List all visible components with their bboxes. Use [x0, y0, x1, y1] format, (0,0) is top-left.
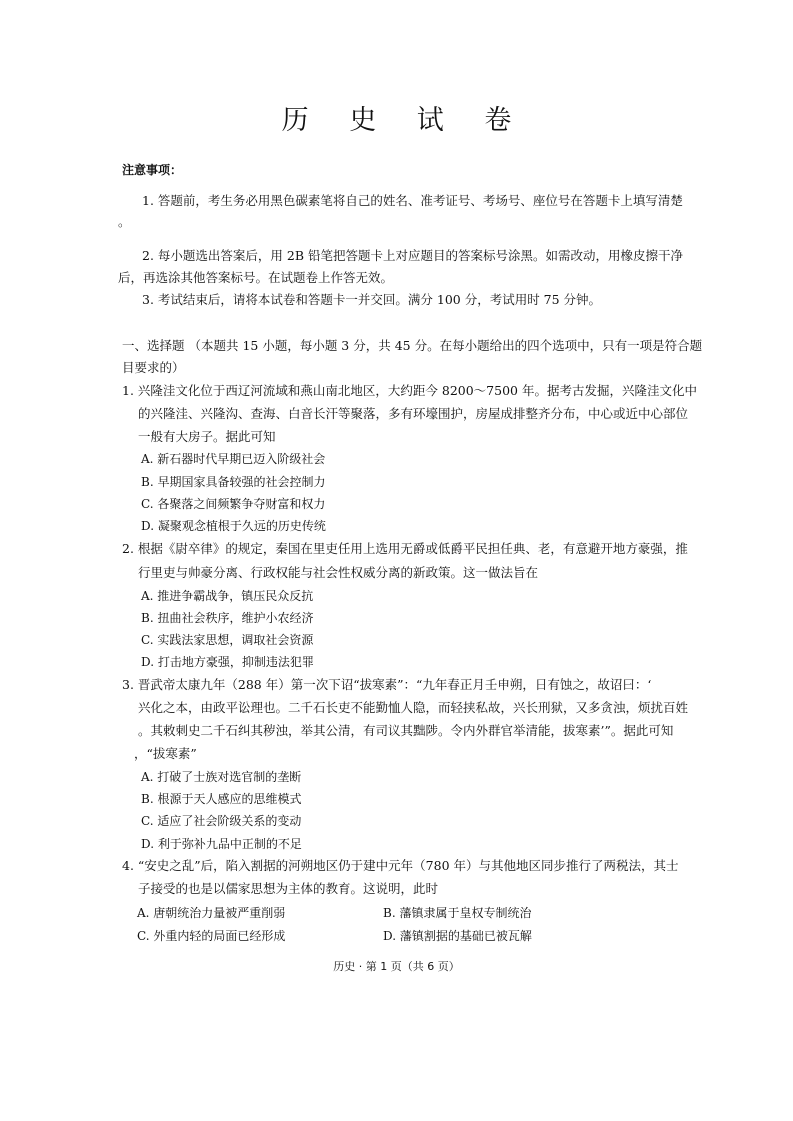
question-1-line: 1. 兴隆洼文化位于西辽河流域和燕山南北地区，大约距今 8200～7500 年。据考古发掘，兴隆洼文化中 [122, 383, 697, 398]
question-3-line: 。其敕刺史二千石纠其秽浊，举其公清，有司议其黜陟。令内外群官举清能，拔寒素’”。据此可知 [138, 723, 674, 738]
question-1-option-a: A. 新石器时代早期已迈入阶级社会 [141, 452, 326, 466]
question-2-option-d: D. 打击地方豪强，抑制违法犯罪 [141, 655, 314, 669]
question-2-line: 2. 根据《尉卒律》的规定，秦国在里吏任用上选用无爵或低爵平民担任典、老，有意避开地方豪强，推 [122, 541, 688, 556]
question-2-option-a: A. 推进争霸战争，镇压民众反抗 [141, 589, 314, 603]
question-1-line: 一般有大房子。据此可知 [138, 429, 276, 444]
question-2-line: 行里吏与帅豪分离、行政权能与社会性权威分离的新政策。这一做法旨在 [138, 565, 539, 580]
notice-heading: 注意事项： [122, 163, 183, 177]
question-4-option-b: B. 藩镇隶属于皇权专制统治 [383, 906, 532, 920]
question-3-option-b: B. 根源于天人感应的思维模式 [141, 792, 302, 806]
question-3-option-c: C. 适应了社会阶级关系的变动 [141, 814, 302, 828]
question-4-option-c: C. 外重内轻的局面已经形成 [137, 929, 286, 943]
notice-item-2-cont: 后，再选涂其他答案标号。在试题卷上作答无效。 [118, 270, 394, 285]
question-3-option-a: A. 打破了士族对选官制的垄断 [141, 770, 302, 784]
section-heading: 一、选择题 （本题共 15 小题，每小题 3 分，共 45 分。在每小题给出的四个选项中，只有一项是符合题 [122, 338, 703, 353]
question-4-line: 4. “安史之乱”后，陷入割据的河朔地区仍于建中元年（780 年）与其他地区同步推行了两税法，其士 [122, 858, 679, 873]
notice-item-1: 1. 答题前，考生务必用黑色碳素笔将自己的姓名、准考证号、考场号、座位号在答题卡上填写清楚 [142, 193, 683, 208]
page-title: 历 史 试 卷 [281, 105, 528, 136]
question-4-option-a: A. 唐朝统治力量被严重削弱 [137, 906, 286, 920]
notice-item-3: 3. 考试结束后，请将本试卷和答题卡一并交回。满分 100 分，考试用时 75 分钟。 [142, 292, 602, 307]
question-2-option-b: B. 扭曲社会秩序，维护小农经济 [141, 611, 314, 625]
notice-item-1-cont: 。 [118, 214, 131, 229]
question-3-line: 兴化之本，由政平讼理也。二千石长吏不能勤恤人隐，而轻挟私故，兴长刑狱，又多贪浊，烦扰百姓 [138, 700, 689, 715]
question-1-line: 的兴隆洼、兴隆沟、查海、白音长汗等聚落，多有环壕围护，房屋成排整齐分布，中心或近中心部位 [138, 406, 689, 421]
question-1-option-d: D. 凝聚观念植根于久远的历史传统 [141, 519, 326, 533]
question-3-line: ，“拔寒素” [134, 746, 197, 761]
question-4-line: 子接受的也是以儒家思想为主体的教育。这说明，此时 [138, 881, 439, 896]
question-4-option-d: D. 藩镇割据的基础已被瓦解 [383, 929, 532, 943]
notice-item-2: 2. 每小题选出答案后，用 2B 铅笔把答题卡上对应题目的答案标号涂黑。如需改动，用橡皮擦干净 [142, 248, 683, 263]
page-footer: 历史 · 第 1 页（共 6 页） [333, 960, 460, 973]
question-3-line: 3. 晋武帝太康九年（288 年）第一次下诏“拔寒素”：“九年春正月壬申朔，日有蚀之，故诏曰：‘ [122, 677, 652, 692]
question-1-option-c: C. 各聚落之间频繁争夺财富和权力 [141, 497, 326, 511]
question-2-option-c: C. 实践法家思想，调取社会资源 [141, 633, 314, 647]
section-heading-cont: 目要求的） [122, 360, 185, 375]
question-3-option-d: D. 利于弥补九品中正制的不足 [141, 837, 302, 851]
question-1-option-b: B. 早期国家具备较强的社会控制力 [141, 475, 326, 489]
